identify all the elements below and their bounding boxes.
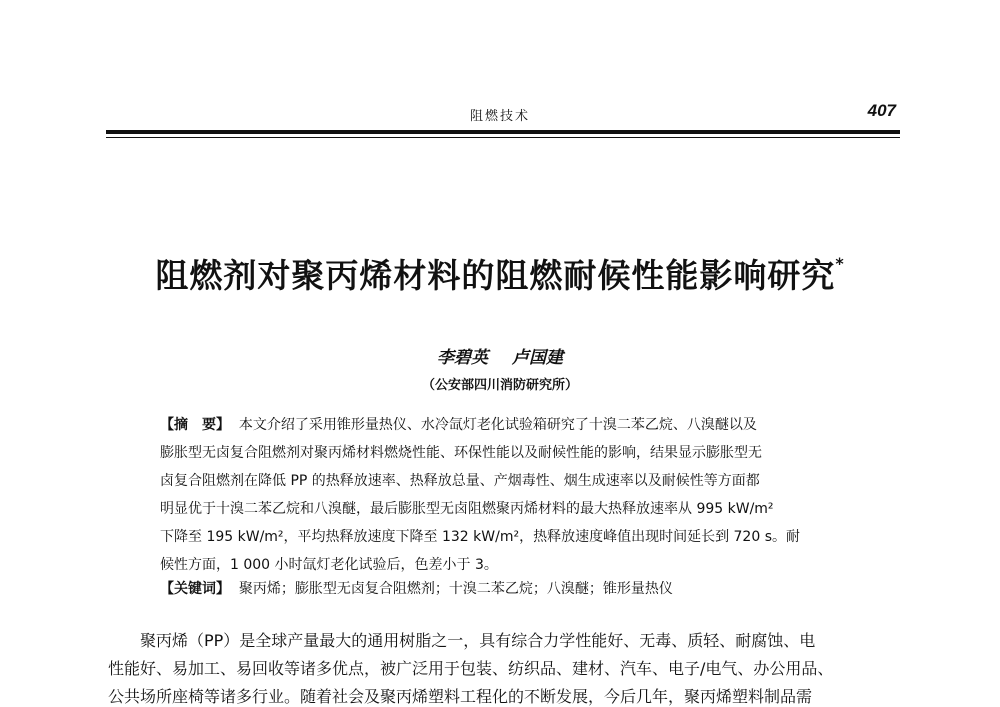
article-title-text: 阻燃剂对聚丙烯材料的阻燃耐候性能影响研究 xyxy=(155,256,836,295)
article-title xyxy=(0,250,1000,297)
abstract-line: 下降至 195 kW/m²，平均热释放速度下降至 132 kW/m²，热释放速度峰值出现时间延长到 720 s。耐 xyxy=(160,529,800,545)
author-name: 李碧英 xyxy=(437,348,488,368)
abstract-line xyxy=(160,414,757,434)
running-header-title: 阻燃技术 xyxy=(469,109,530,124)
author-affiliation: （公安部四川消防研究所） xyxy=(421,378,578,393)
abstract-line: 明显优于十溴二苯乙烷和八溴醚，最后膨胀型无卤阻燃聚丙烯材料的最大热释放速率从 995 kW/m² xyxy=(160,501,774,517)
header-rule-thick xyxy=(106,130,900,134)
author-name: 卢国建 xyxy=(512,348,563,368)
header-rule-thin xyxy=(106,137,900,138)
abstract-line: 卤复合阻燃剂在降低 PP 的热释放速率、热释放总量、产烟毒性、烟生成速率以及耐候性等方面都 xyxy=(160,473,760,489)
keywords-text: 聚丙烯；膨胀型无卤复合阻燃剂；十溴二苯乙烷；八溴醚；锥形量热仪 xyxy=(238,581,673,597)
keywords-label: 【关键词】 xyxy=(160,581,230,597)
body-paragraph-line: 公共场所座椅等诸多行业。随着社会及聚丙烯塑料工程化的不断发展，今后几年，聚丙烯塑料制品需 xyxy=(108,687,813,706)
keywords-line xyxy=(160,578,673,598)
author-list xyxy=(0,343,1000,368)
abstract-label: 【摘 要】 xyxy=(160,417,230,433)
abstract-text: 本文介绍了采用锥形量热仪、水冷氙灯老化试验箱研究了十溴二苯乙烷、八溴醚以及 xyxy=(238,417,757,433)
abstract-line: 膨胀型无卤复合阻燃剂对聚丙烯材料燃烧性能、环保性能以及耐候性能的影响，结果显示膨胀型无 xyxy=(160,445,762,461)
abstract-line: 候性方面，1 000 小时氙灯老化试验后，色差小于 3。 xyxy=(160,557,498,573)
body-paragraph-line: 性能好、易加工、易回收等诸多优点，被广泛用于包装、纺织品、建材、汽车、电子/电气、办公用品、 xyxy=(108,659,834,678)
body-paragraph-line: 聚丙烯（PP）是全球产量最大的通用树脂之一，具有综合力学性能好、无毒、质轻、耐腐蚀、电 xyxy=(140,631,816,650)
title-footnote-mark: * xyxy=(835,254,845,273)
page-number: 407 xyxy=(867,101,896,120)
